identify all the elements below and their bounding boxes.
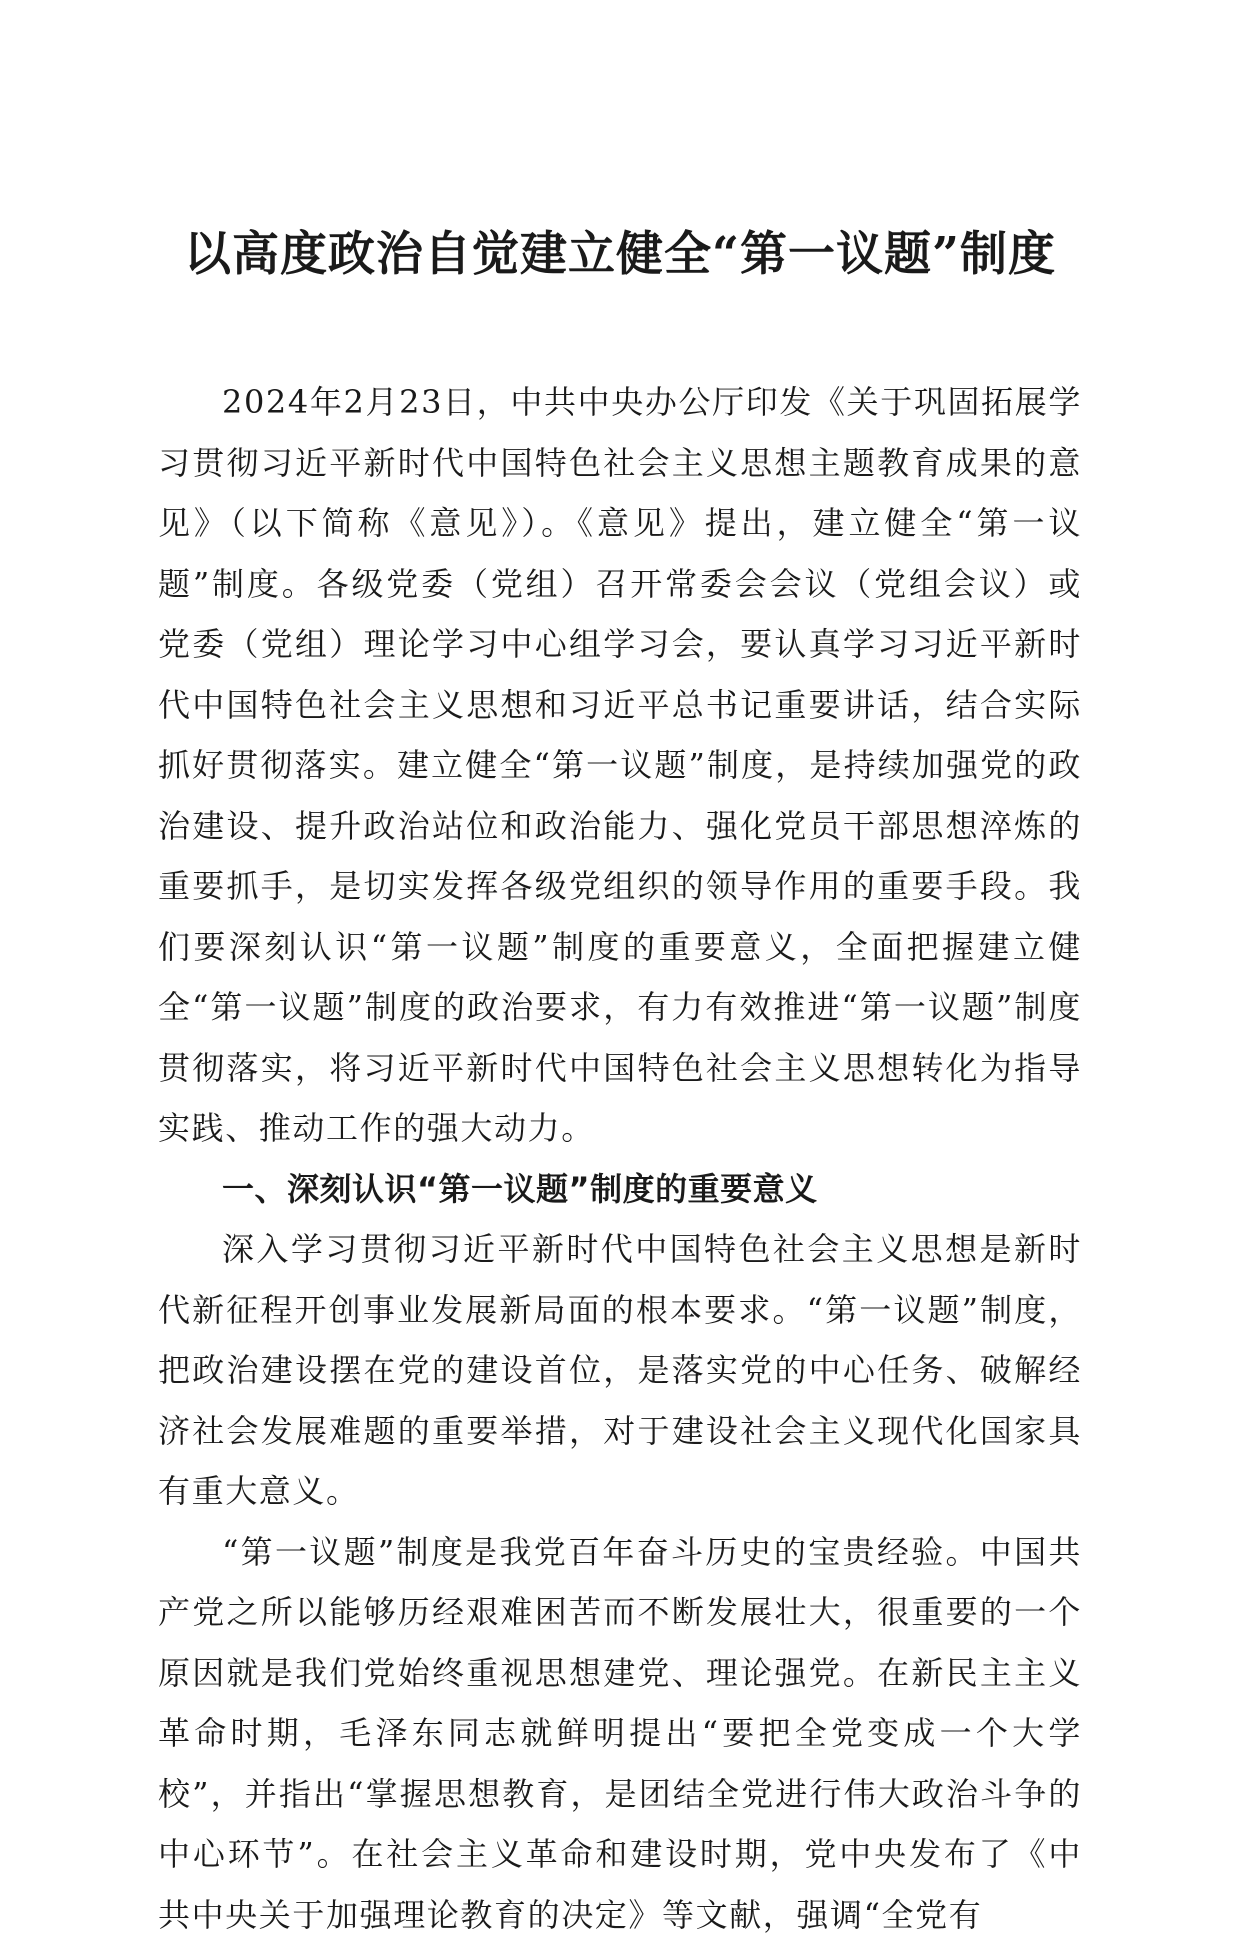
document-title: 以高度政治自觉建立健全“第一议题”制度 xyxy=(0,222,1240,288)
body-paragraph: “第一议题”制度是我党百年奋斗历史的宝贵经验。中国共产党之所以能够历经艰难困苦而不断发展壮大，很重要的一个原因就是我们党始终重视思想建党、理论强党。在新民主主义革命时期，毛泽东同志就鲜明提出“要把全党变成一个大学校”，并指出“掌握思想教育，是团结全党进行伟大政治斗争的中心环节”。在社会主义革命和建设时期，党中央发布了《中共中央关于加强理论教育的决定》等文献，强调“全党有 xyxy=(158,1522,1082,1945)
document-body xyxy=(158,372,1082,1945)
intro-paragraph: 2024年2月23日，中共中央办公厅印发《关于巩固拓展学习贯彻习近平新时代中国特色社会主义思想主题教育成果的意见》（以下简称《意见》）。《意见》提出，建立健全“第一议题”制度。各级党委（党组）召开常委会会议（党组会议）或党委（党组）理论学习中心组学习会，要认真学习习近平新时代中国特色社会主义思想和习近平总书记重要讲话，结合实际抓好贯彻落实。建立健全“第一议题”制度，是持续加强党的政治建设、提升政治站位和政治能力、强化党员干部思想淬炼的重要抓手，是切实发挥各级党组织的领导作用的重要手段。我们要深刻认识“第一议题”制度的重要意义，全面把握建立健全“第一议题”制度的政治要求，有力有效推进“第一议题”制度贯彻落实，将习近平新时代中国特色社会主义思想转化为指导实践、推动工作的强大动力。 xyxy=(158,372,1082,1159)
body-paragraph: 深入学习贯彻习近平新时代中国特色社会主义思想是新时代新征程开创事业发展新局面的根本要求。“第一议题”制度，把政治建设摆在党的建设首位，是落实党的中心任务、破解经济社会发展难题的重要举措，对于建设社会主义现代化国家具有重大意义。 xyxy=(158,1219,1082,1522)
section-heading: 一、深刻认识“第一议题”制度的重要意义 xyxy=(158,1159,1082,1220)
